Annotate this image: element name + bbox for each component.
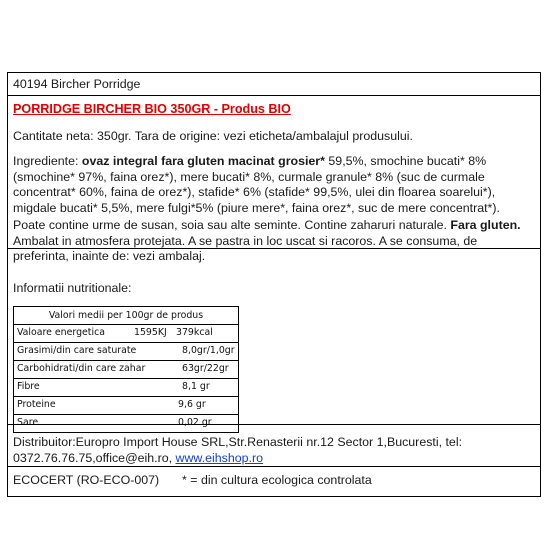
table-row <box>14 379 239 397</box>
footer-section <box>8 467 540 498</box>
certification-text: ECOCERT (RO-ECO-007) <box>13 473 160 487</box>
quantity-origin: Cantitate neta: 350gr. Tara de origine: vezi eticheta/ambalajul produsului. <box>13 129 413 143</box>
product-info-sheet <box>7 72 541 497</box>
organic-note: * = din cultura ecologica controlata <box>182 473 372 487</box>
gluten-free-label: Fara gluten. <box>450 218 521 232</box>
protein-value: 9,6 gr <box>178 399 206 410</box>
storage-text: Ambalat in atmosfera protejata. A se pastra in loc uscat si racoros. A se consuma, de preferinta, inainte de: vezi ambalaj. <box>13 233 478 263</box>
ingredients-rest: 59,5%, smochine bucati* 8% (smochine* 97%, faina orez*), mere bucati* 8%, curmale granule* 8% (suc de curmale concentrat* 60%, faina de orez*), stafide* 6% (stafide* 99,5%, ulei din floarea soarelui*), migdale bucati* 5,5%, mere fulgi*5% (piure mere*, faina orez*, suc de mere concentrat*). <box>13 154 500 215</box>
fat-label: Grasimi/din care saturate <box>17 345 137 356</box>
product-title: PORRIDGE BIRCHER BIO 350GR - Produs BIO <box>13 102 291 116</box>
product-description-section <box>8 96 540 263</box>
table-row <box>14 307 239 325</box>
carbs-value: 63gr/22gr <box>182 363 229 374</box>
energy-kj: 1595KJ <box>134 327 167 338</box>
nutrition-header: Valori medii per 100gr de produs <box>14 307 239 325</box>
table-row <box>14 325 239 343</box>
ingredients-text <box>13 154 534 216</box>
fat-value: 8,0gr/1,0gr <box>182 345 235 356</box>
protein-label: Proteine <box>17 399 56 410</box>
allergens-text: Poate contine urme de susan, soia sau alte seminte. Contine zaharuri naturale. <box>13 218 451 232</box>
table-row <box>14 361 239 379</box>
distributor-text <box>13 435 534 466</box>
distributor-info: Distribuitor:Europro Import House SRL,Str.Renasterii nr.12 Sector 1,Bucuresti, tel: 0372.76.76.75,office@eih.ro, <box>13 435 463 465</box>
fibre-label: Fibre <box>17 381 40 392</box>
nutrition-label: Informatii nutritionale: <box>13 281 132 295</box>
shop-link[interactable]: www.eihshop.ro <box>175 450 263 465</box>
table-row <box>14 397 239 415</box>
energy-label: Valoare energetica <box>17 327 105 338</box>
distributor-section <box>8 424 540 467</box>
salt-label: Sare <box>17 417 39 428</box>
ingredients-prefix: Ingrediente: <box>13 154 82 168</box>
carbs-label: Carbohidrati/din care zahar <box>17 363 146 374</box>
product-code-title: 40194 Bircher Porridge <box>13 77 141 91</box>
energy-kcal: 379kcal <box>176 327 213 338</box>
nutrition-table <box>13 306 239 433</box>
table-row <box>14 343 239 361</box>
salt-value: 0,02 gr <box>178 417 212 428</box>
fibre-value: 8,1 gr <box>182 381 210 392</box>
ingredients-main: ovaz integral fara gluten macinat grosier* <box>81 154 325 168</box>
code-row <box>8 73 540 96</box>
